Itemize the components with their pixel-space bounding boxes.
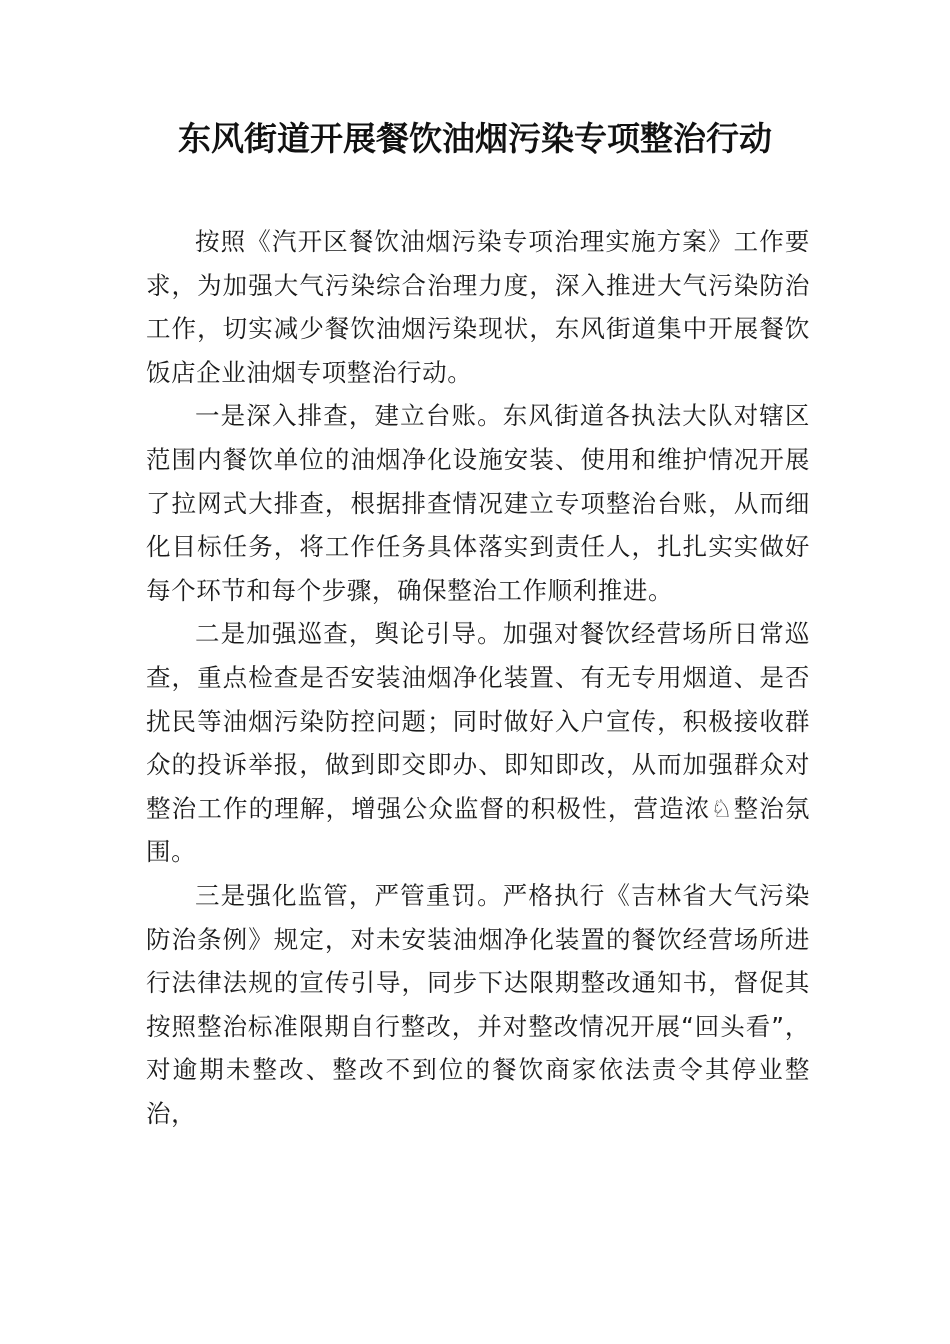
paragraph-supervision: 三是强化监管，严管重罚。严格执行《吉林省大气污染防治条例》规定，对未安装油烟净化装置的餐饮经营场所进行法律法规的宣传引导，同步下达限期整改通知书，督促其按照整治标准限期自行整改，并对整改情况开展“回头看”， 对逾期未整改、整改不到位的餐饮商家依法责令其停业整治，	[146, 880, 810, 1128]
document-title: 东风街道开展餐饮油烟污染专项整治行动	[178, 119, 772, 158]
paragraph-patrol: 二是加强巡查，舆论引导。加强对餐饮经营场所日常巡查，重点检查是否安装油烟净化装置、有无专用烟道、是否扰民等油烟污染防控问题；同时做好入户宣传，积极接收群众的投诉举报，做到即交即办、即知即改，从而加强群众对整治工作的理解，增强公众监督的积极性，营造浓♘整治氛围。	[146, 619, 810, 867]
paragraph-intro: 按照《汽开区餐饮油烟污染专项治理实施方案》工作要求，为加强大气污染综合治理力度，深入推进大气污染防治工作，切实减少餐饮油烟污染现状，东风街道集中开展餐饮饭店企业油烟专项整治行动。	[146, 227, 810, 387]
paragraph-investigation: 一是深入排查，建立台账。东风街道各执法大队对辖区范围内餐饮单位的油烟净化设施安装、使用和维护情况开展了拉网式大排查，根据排查情况建立专项整治台账，从而细化目标任务，将工作任务具体落实到责任人，扎扎实实做好每个环节和每个步骤，确保整治工作顺利推进。	[146, 401, 810, 605]
document-body	[146, 220, 810, 1135]
